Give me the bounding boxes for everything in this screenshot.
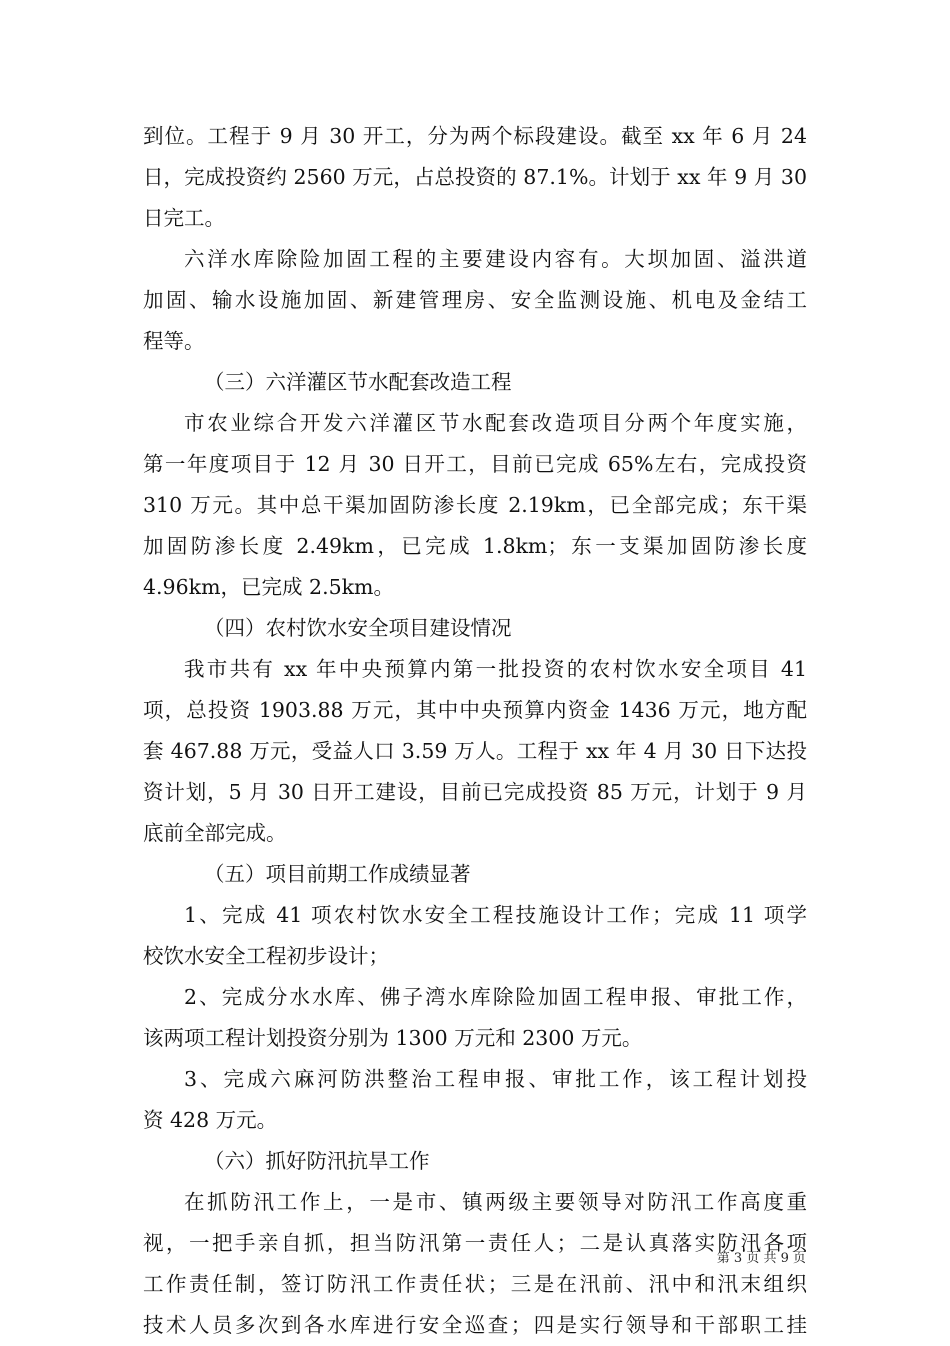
paragraph-line: 310 万元。其中总干渠加固防渗长度 2.19km，已全部完成；东干渠 [143,493,807,517]
paragraph-line: 加固、输水设施加固、新建管理房、安全监测设施、机电及金结工 [143,288,807,312]
paragraph-line: 市农业综合开发六洋灌区节水配套改造项目分两个年度实施， [184,411,807,435]
paragraph-line: 加固防渗长度 2.49km，已完成 1.8km；东一支渠加固防渗长度 [143,534,807,558]
paragraph-line: 技术人员多次到各水库进行安全巡查；四是实行领导和干部职工挂 [143,1313,807,1337]
paragraph-line: 资 428 万元。 [143,1108,278,1132]
paragraph-line: 在抓防汛工作上，一是市、镇两级主要领导对防汛工作高度重 [184,1190,807,1214]
section-heading: （六）抓好防汛抗旱工作 [204,1149,430,1173]
paragraph-line: 资计划，5 月 30 日开工建设，目前已完成投资 85 万元，计划于 9 月 [143,780,807,804]
paragraph-line: 日完工。 [143,206,225,230]
paragraph-line: 第一年度项目于 12 月 30 日开工，目前已完成 65%左右，完成投资 [143,452,807,476]
paragraph-line: 校饮水安全工程初步设计； [143,944,389,968]
section-heading: （三）六洋灌区节水配套改造工程 [204,370,512,394]
paragraph-line: 日，完成投资约 2560 万元，占总投资的 87.1%。计划于 xx 年 9 月 30 [143,165,807,189]
paragraph-line: 工作责任制，签订防汛工作责任状；三是在汛前、汛中和汛末组织 [143,1272,807,1296]
paragraph-line: 2、完成分水水库、佛子湾水库除险加固工程申报、审批工作， [184,985,807,1009]
paragraph-line: 底前全部完成。 [143,821,287,845]
paragraph-line: 套 467.88 万元，受益人口 3.59 万人。工程于 xx 年 4 月 30 日下达投 [143,739,807,763]
paragraph-line: 程等。 [143,329,205,353]
paragraph-line: 我市共有 xx 年中央预算内第一批投资的农村饮水安全项目 41 [184,657,807,681]
paragraph-line: 到位。工程于 9 月 30 开工，分为两个标段建设。截至 xx 年 6 月 24 [143,124,807,148]
paragraph-line: 项，总投资 1903.88 万元，其中中央预算内资金 1436 万元，地方配 [143,698,807,722]
paragraph-line: 4.96km，已完成 2.5km。 [143,575,394,599]
paragraph-line: 视，一把手亲自抓，担当防汛第一责任人；二是认真落实防汛各项 [143,1231,807,1255]
document-body [143,116,807,1346]
paragraph-line: 六洋水库除险加固工程的主要建设内容有。大坝加固、溢洪道 [184,247,807,271]
section-heading: （五）项目前期工作成绩显著 [204,862,471,886]
paragraph-line: 3、完成六麻河防洪整治工程申报、审批工作，该工程计划投 [184,1067,807,1091]
page-number-footer: 第 3 页 共 9 页 [716,1251,806,1266]
paragraph-line: 该两项工程计划投资分别为 1300 万元和 2300 万元。 [143,1026,643,1050]
section-heading: （四）农村饮水安全项目建设情况 [204,616,512,640]
paragraph-line: 1、完成 41 项农村饮水安全工程技施设计工作；完成 11 项学 [184,903,807,927]
